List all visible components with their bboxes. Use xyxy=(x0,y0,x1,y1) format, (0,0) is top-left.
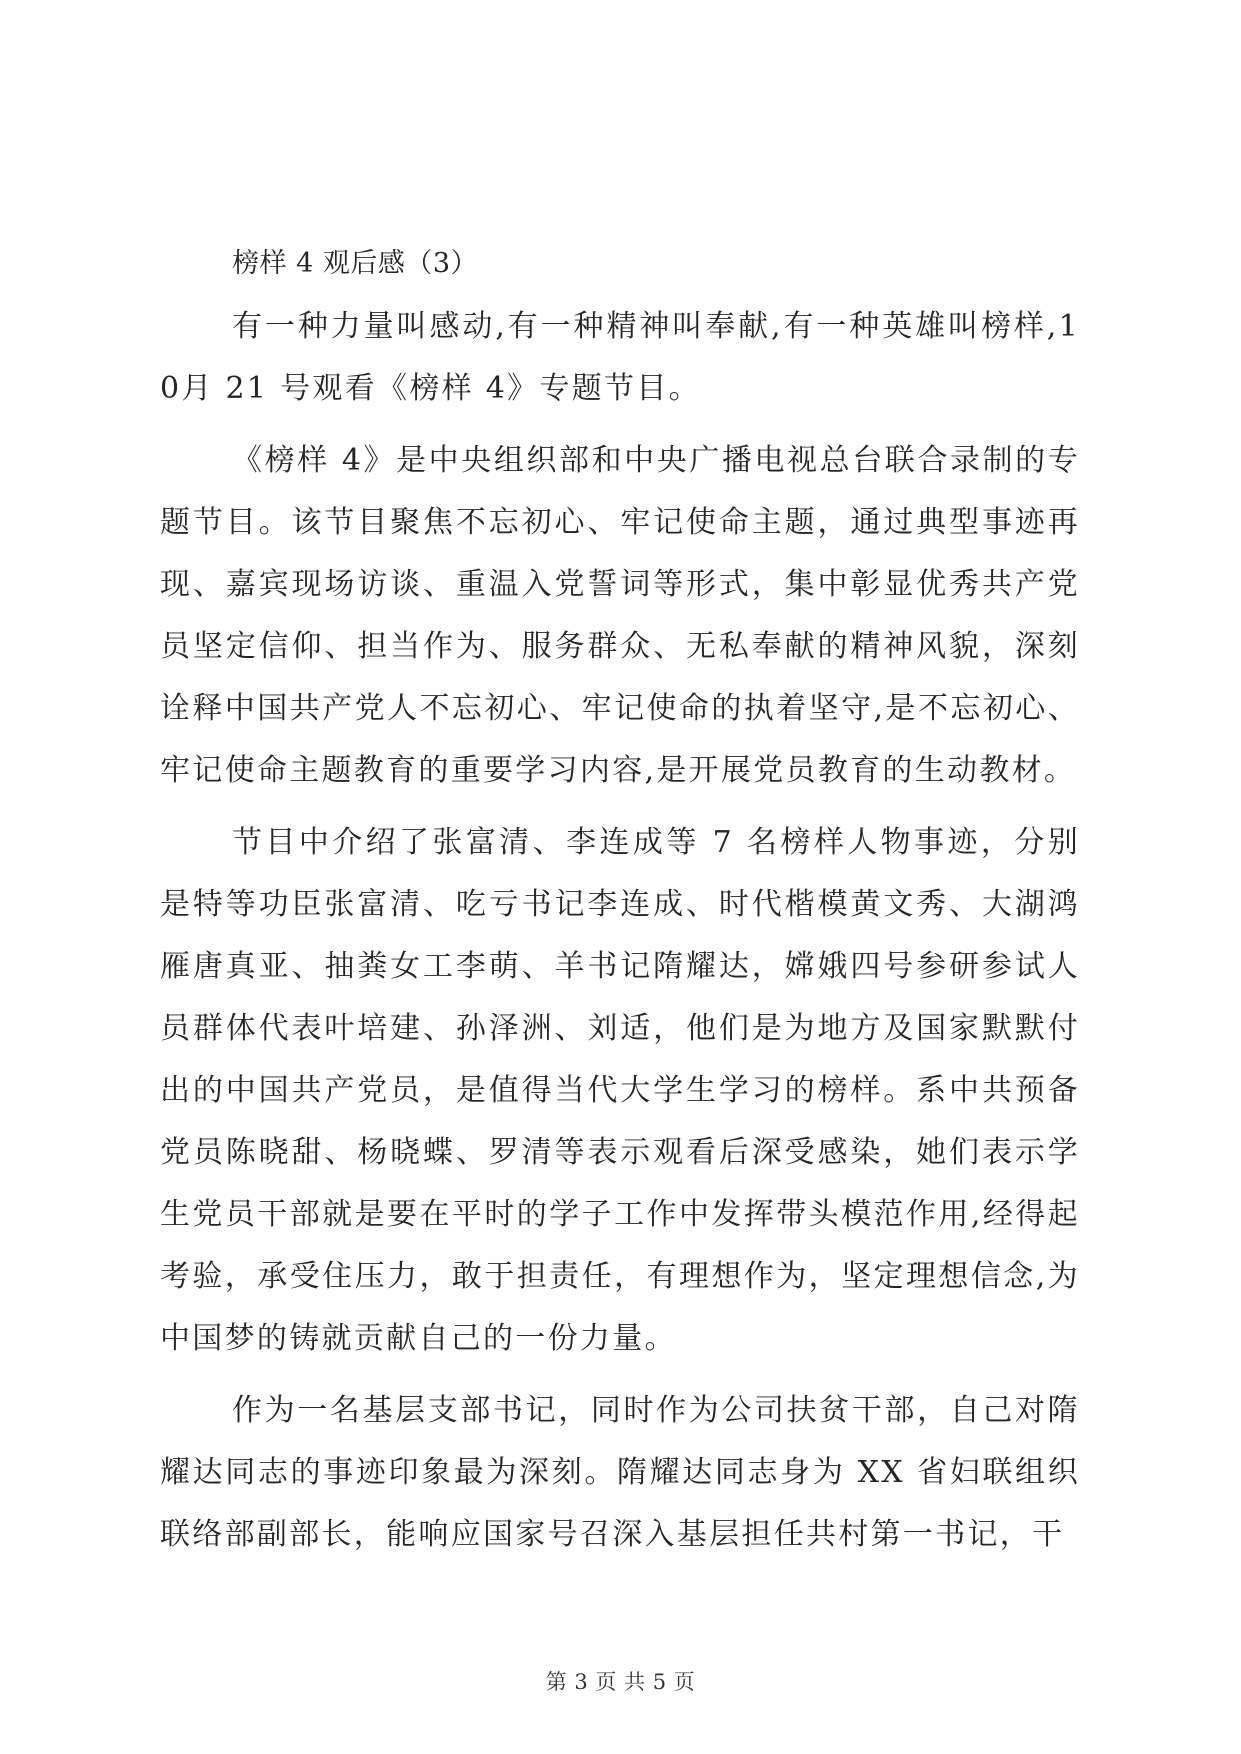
document-title: 榜样 4 观后感（3） xyxy=(232,248,479,279)
paragraph-role-models: 节目中介绍了张富清、李连成等 7 名榜样人物事迹，分别是特等功臣张富清、吃亏书记李连成、时代楷模黄文秀、大湖鸿雁唐真亚、抽粪女工李萌、羊书记隋耀达，嫦娥四号参研参试人员群体代表叶培建、孙泽洲、刘适，他们是为地方及国家默默付出的中国共产党员，是值得当代大学生学习的榜样。系中共预备党员陈晓甜、杨晓蝶、罗清等表示观看后深受感染，她们表示学生党员干部就是要在平时的学子工作中发挥带头模范作用,经得起考验，承受住压力，敢于担责任，有理想作为，坚定理想信念,为中国梦的铸就贡献自己的一份力量。 xyxy=(160,825,1080,1356)
paragraph-intro: 有一种力量叫感动,有一种精神叫奉献,有一种英雄叫榜样,10月 21 号观看《榜样 4》专题节目。 xyxy=(160,309,1080,406)
page-number-footer: 第 3 页 共 5 页 xyxy=(545,1670,696,1694)
paragraph-personal-reflection: 作为一名基层支部书记，同时作为公司扶贫干部，自己对隋耀达同志的事迹印象最为深刻。隋耀达同志身为 XX 省妇联组织联络部副部长，能响应国家号召深入基层担任共村第一书记，干 xyxy=(160,1393,1080,1552)
document-body xyxy=(160,238,1080,1566)
paragraph-program-description: 《榜样 4》是中央组织部和中央广播电视总台联合录制的专题节目。该节目聚焦不忘初心、牢记使命主题，通过典型事迹再现、嘉宾现场访谈、重温入党誓词等形式，集中彰显优秀共产党员坚定信仰、担当作为、服务群众、无私奉献的精神风貌，深刻诠释中国共产党人不忘初心、牢记使命的执着坚守,是不忘初心、牢记使命主题教育的重要学习内容,是开展党员教育的生动教材。 xyxy=(160,443,1080,788)
